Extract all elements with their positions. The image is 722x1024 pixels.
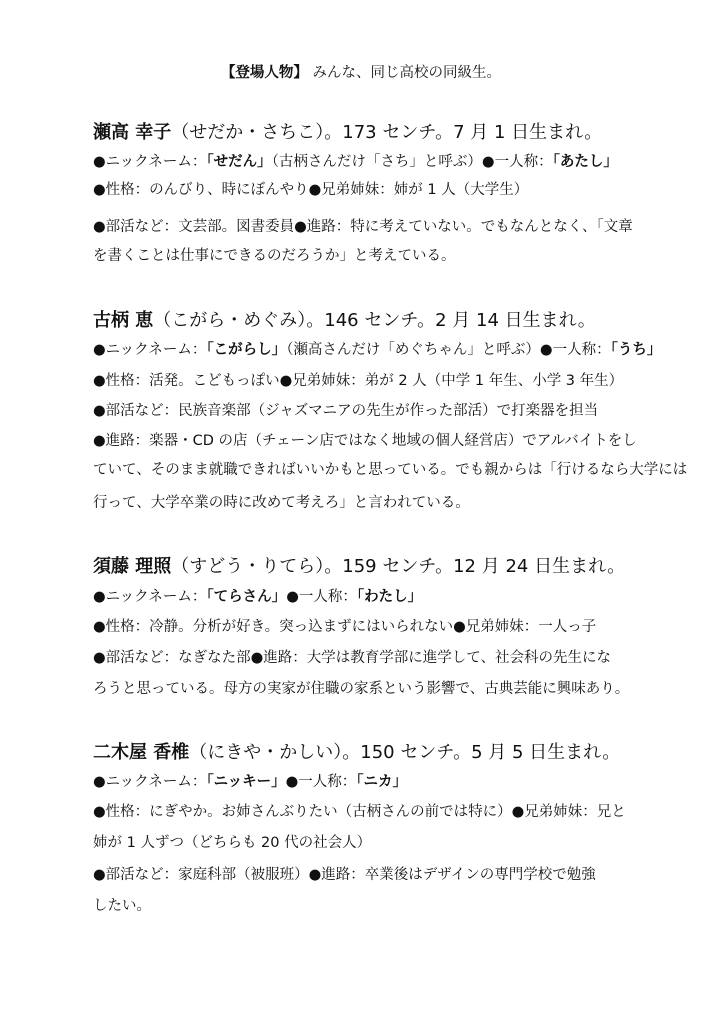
character-detail-line: [93, 896, 151, 916]
character-name-line: [93, 309, 596, 333]
character-detail-line: [93, 865, 596, 885]
character-detail-line: [93, 401, 598, 421]
character-name-line: [93, 741, 620, 765]
bold-text: 「こがらし」: [206, 342, 287, 358]
text: ●部活など：家庭科部（被服班）●進路：卒業後はデザインの専門学校で勉強: [93, 867, 596, 883]
text: ●性格：にぎやか。お姉さんぶりたい（古柄さんの前では特に）●兄弟姉妹：兄と: [93, 804, 626, 820]
text: （瀬高さんだけ「めぐちゃん」と呼ぶ）●一人称：: [286, 342, 611, 358]
text: ●進路：楽器・CD の店（チェーン店ではなく地域の個人経営店）でアルバイトをし: [93, 433, 637, 449]
character-detail-line: [93, 180, 528, 200]
character-detail-line: [93, 217, 633, 237]
text: したい。: [93, 898, 151, 914]
bold-text: 須藤 理照: [93, 556, 172, 577]
text: 行って、大学卒業の時に改めて考えろ」と言われている。: [93, 495, 470, 511]
text: （せだか・さちこ）。173 センチ。7 月 1 日生まれ。: [171, 122, 603, 143]
text: （古柄さんだけ「さち」と呼ぶ）●一人称：: [271, 154, 553, 170]
heading-label: 【登場人物】: [220, 65, 308, 81]
bold-text: 「あたし」: [552, 154, 618, 170]
text: （にきや・かしい）。150 センチ。5 月 5 日生まれ。: [189, 742, 621, 763]
text: 姉が 1 人ずつ（どちらも 20 代の社会人）: [93, 835, 372, 851]
text: ●部活など：なぎなた部●進路：大学は教育学部に進学して、社会科の先生にな: [93, 650, 612, 666]
character-detail-line: [93, 772, 407, 792]
heading-text: みんな、同じ高校の同級生。: [307, 65, 502, 81]
character-detail-line: [93, 431, 637, 451]
text: ●ニックネーム：: [93, 154, 207, 170]
character-detail-line: [93, 246, 456, 266]
character-detail-line: [93, 152, 618, 172]
text: を書くことは仕事にできるのだろうか」と考えている。: [93, 248, 456, 264]
character-detail-line: [93, 460, 687, 480]
bold-text: 瀬高 幸子: [93, 122, 172, 143]
character-name-line: [93, 121, 602, 145]
character-detail-line: [93, 617, 596, 637]
bold-text: 「わたし」: [356, 589, 423, 605]
text: ●ニックネーム：: [93, 589, 207, 605]
text: ていて、そのまま就職できればいいかもと思っている。でも親からは「行けるなら大学には: [93, 462, 688, 478]
character-detail-line: [93, 679, 629, 699]
bold-text: 「ニッキー」: [206, 774, 286, 790]
bold-text: 「てらさん」: [206, 589, 287, 605]
character-detail-line: [93, 833, 371, 853]
character-detail-line: [93, 587, 422, 607]
text: （すどう・りてら）。159 センチ。12 月 24 日生まれ。: [171, 556, 626, 577]
text: ●一人称：: [286, 589, 357, 605]
text: ●性格：冷静。分析が好き。突っ込まずにはいられない●兄弟姉妹：一人っ子: [93, 619, 597, 635]
text: ●ニックネーム：: [93, 342, 207, 358]
text: ろうと思っている。母方の実家が住職の家系という影響で、古典芸能に興味あり。: [93, 681, 630, 697]
character-detail-line: [93, 648, 611, 668]
bold-text: 古柄 恵: [93, 310, 154, 331]
character-detail-line: [93, 340, 661, 360]
bold-text: 「ニカ」: [356, 774, 408, 790]
character-detail-line: [93, 493, 470, 513]
text: ●部活など：文芸部。図書委員●進路：特に考えていない。でもなんとなく、「文章: [93, 219, 633, 235]
text: ●性格：活発。こどもっぽい●兄弟姉妹：弟が 2 人（中学 1 年生、小学 3 年生）: [93, 373, 624, 389]
text: ●ニックネーム：: [93, 774, 207, 790]
bold-text: 二木屋 香椎: [93, 742, 190, 763]
text: ●部活など：民族音楽部（ジャズマニアの先生が作った部活）で打楽器を担当: [93, 403, 599, 419]
character-detail-line: [93, 371, 623, 391]
text: ●一人称：: [285, 774, 357, 790]
text: （こがら・めぐみ）。146 センチ。2 月 14 日生まれ。: [153, 310, 596, 331]
bold-text: 「せだん」: [206, 154, 272, 170]
text: ●性格：のんびり、時にぼんやり●兄弟姉妹：姉が 1 人（大学生）: [93, 182, 529, 198]
character-name-line: [93, 555, 625, 579]
page-heading: [0, 61, 722, 82]
bold-text: 「うち」: [610, 342, 662, 358]
character-detail-line: [93, 802, 626, 822]
